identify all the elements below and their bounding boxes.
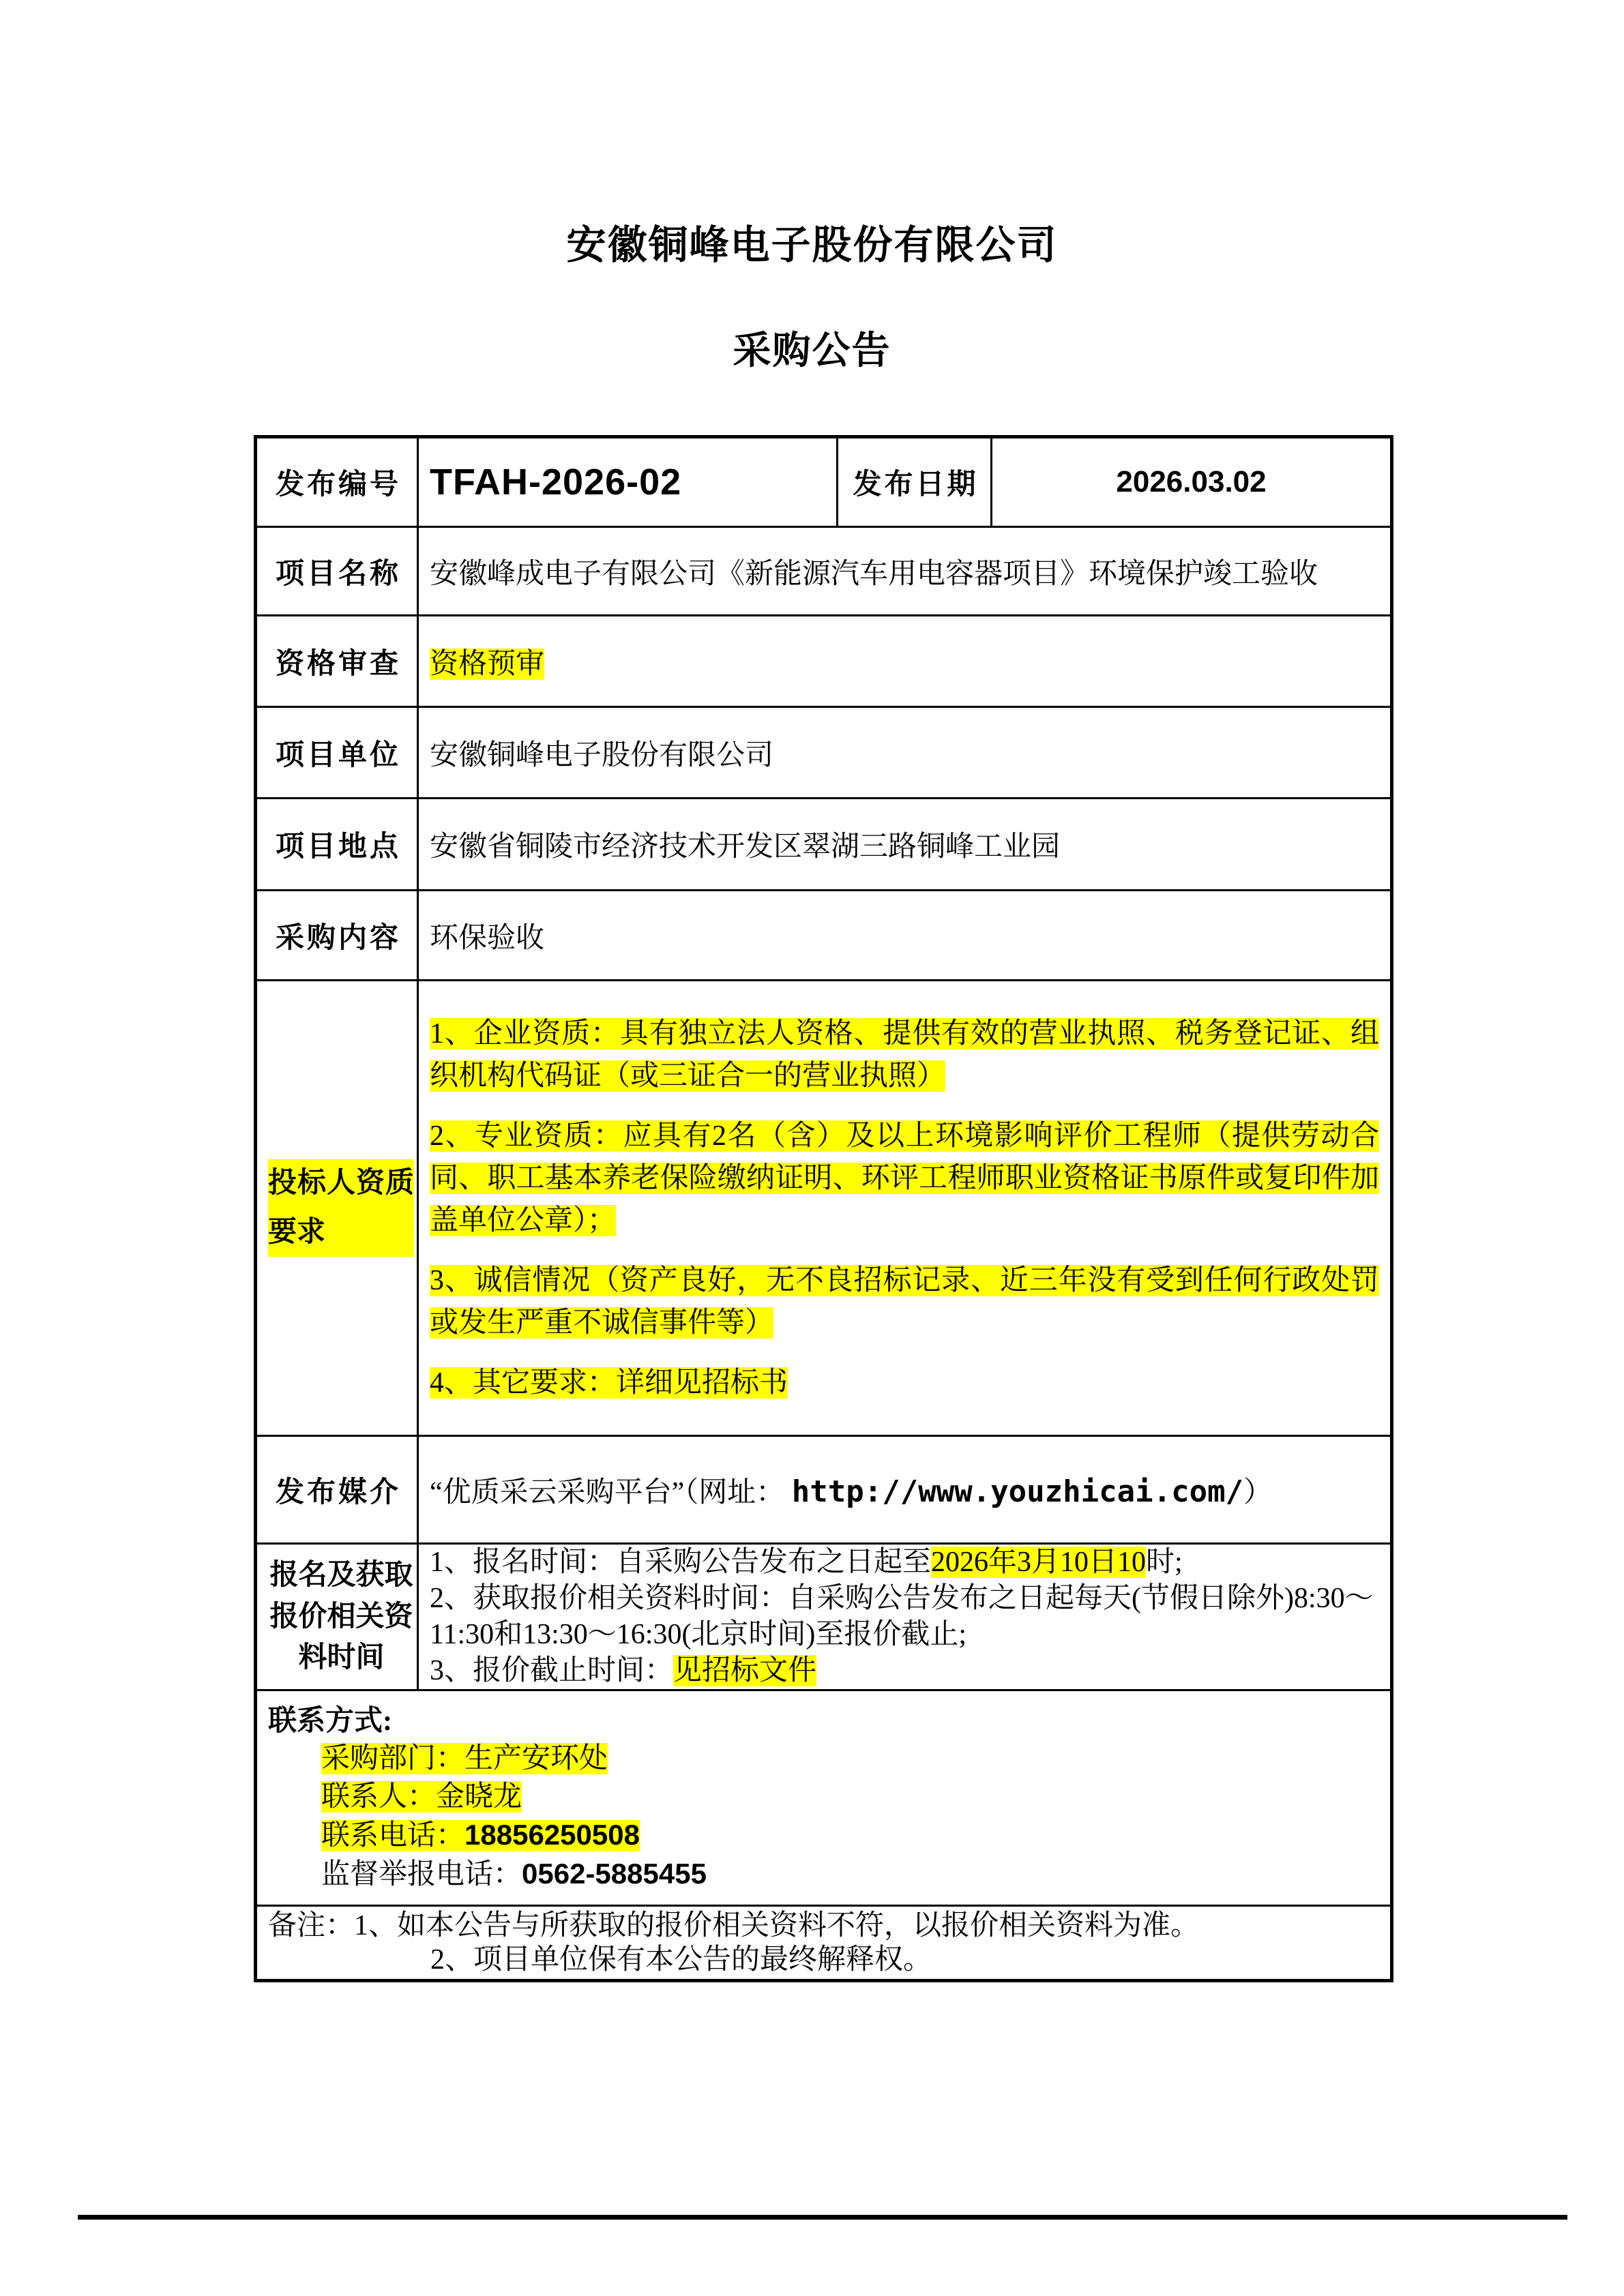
row-publish-media (256, 1436, 1392, 1544)
qualification-item-4-text: 4、其它要求：详细见招标书 (430, 1367, 788, 1399)
qualification-review-value-highlighted: 资格预审 (430, 648, 545, 680)
row-remarks (256, 1906, 1392, 1981)
qualification-review-label-cell (256, 616, 418, 707)
project-unit-value-cell (418, 707, 1392, 799)
project-name-label-cell (256, 527, 418, 616)
qualification-item-3-text: 3、诚信情况（资产良好，无不良招标记录、近三年没有受到任何行政处罚或发生严重不诚信事件等） (430, 1264, 1379, 1339)
registration-schedule-label: 报名及获取报价相关资料时间 (269, 1559, 413, 1674)
project-location-label-cell (256, 799, 418, 891)
project-name-value-cell (418, 527, 1392, 616)
publish-number-label: 发布编号 (276, 469, 398, 501)
publish-media-label-cell (256, 1436, 418, 1544)
schedule-item-3-highlighted: 见招标文件 (673, 1655, 817, 1686)
contact-phone (268, 1816, 1379, 1855)
procurement-content-value-cell (418, 891, 1392, 981)
schedule-item-3-prefix: 3、报价截止时间： (430, 1655, 674, 1686)
contact-person-text: 联系人：金晓龙 (321, 1780, 522, 1813)
publish-date-value-cell (992, 437, 1392, 527)
publish-date-label-cell (838, 437, 992, 527)
remarks-cell (256, 1906, 1392, 1981)
publish-media-suffix: ） (1243, 1476, 1273, 1508)
contact-department-text: 采购部门：生产安环处 (321, 1742, 608, 1774)
qualification-item-1 (430, 1013, 1379, 1097)
schedule-item-2 (430, 1581, 1379, 1653)
row-project-name (256, 527, 1392, 616)
project-unit-label-cell (256, 707, 418, 799)
row-project-unit (256, 707, 1392, 799)
publish-media-value-cell (418, 1436, 1392, 1544)
qualification-item-4 (430, 1362, 1379, 1404)
bidder-qualification-label: 投标人资质要求 (268, 1159, 414, 1257)
remarks-line-1 (268, 1909, 1379, 1943)
procurement-content-label-cell (256, 891, 418, 981)
remarks-label: 备注： (268, 1910, 355, 1941)
procurement-content-value: 环保验收 (430, 922, 545, 954)
row-publish-number (256, 437, 1392, 527)
publish-number-value-cell (418, 437, 838, 527)
schedule-item-3 (430, 1653, 1379, 1689)
registration-schedule-label-cell (256, 1544, 418, 1690)
row-project-location (256, 799, 1392, 891)
schedule-item-1-suffix: 时; (1146, 1547, 1183, 1578)
publish-media-label: 发布媒介 (276, 1476, 398, 1508)
remarks-line-2-text: 2、项目单位保有本公告的最终解释权。 (430, 1944, 932, 1976)
project-location-value-cell (418, 799, 1392, 891)
qualification-item-1-text: 1、企业资质：具有独立法人资格、提供有效的营业执照、税务登记证、组织机构代码证（或三证合一的营业执照） (430, 1017, 1379, 1092)
document-title: 采购公告 (733, 329, 891, 372)
publish-media-url: http://www.youzhicai.com/ (791, 1474, 1244, 1509)
publish-date-value: 2026.03.02 (1116, 465, 1267, 498)
project-unit-label: 项目单位 (276, 739, 398, 771)
contact-supervision-number: 0562-5885455 (522, 1857, 707, 1890)
contact-supervision (268, 1855, 1379, 1894)
schedule-item-2-text: 2、获取报价相关资料时间：自采购公告发布之日起每天(节假日除外)8:30～11:30和13:30～16:30(北京时间)至报价截止; (430, 1583, 1374, 1650)
qualification-item-3 (430, 1259, 1379, 1344)
contact-heading: 联系方式: (268, 1705, 392, 1737)
project-location-label: 项目地点 (276, 831, 398, 863)
contact-person (268, 1778, 1379, 1816)
footer-divider-line (78, 2215, 1567, 2220)
schedule-item-1-deadline-highlighted: 2026年3月10日10 (931, 1547, 1147, 1578)
qualification-review-value-cell (418, 616, 1392, 707)
qualification-item-2 (430, 1115, 1379, 1242)
publish-number-value: TFAH-2026-02 (430, 462, 682, 503)
row-bidder-qualification (256, 981, 1392, 1436)
schedule-item-1-prefix: 1、报名时间：自采购公告发布之日起至 (430, 1547, 932, 1578)
qualification-item-2-text: 2、专业资质：应具有2名（含）及以上环境影响评价工程师（提供劳动合同、职工基本养老保险缴纳证明、环评工程师职业资格证书原件或复印件加盖单位公章）； (430, 1120, 1379, 1236)
row-contact (256, 1690, 1392, 1906)
row-qualification-review (256, 616, 1392, 707)
remarks-line-1-text: 1、如本公告与所获取的报价相关资料不符，以报价相关资料为准。 (354, 1910, 1200, 1941)
remarks-line-2 (268, 1943, 1379, 1977)
row-registration-schedule (256, 1544, 1392, 1690)
procurement-content-label: 采购内容 (276, 922, 398, 954)
qualification-review-label: 资格审查 (276, 648, 398, 680)
project-unit-value: 安徽铜峰电子股份有限公司 (430, 739, 774, 771)
project-name-label: 项目名称 (276, 558, 398, 590)
contact-cell (256, 1690, 1392, 1906)
publish-media-platform: “优质采云采购平台”（网址： (430, 1476, 792, 1508)
bidder-qualification-label-cell (256, 981, 418, 1436)
contact-phone-label: 联系电话： (321, 1819, 465, 1851)
project-name-value: 安徽峰成电子有限公司《新能源汽车用电容器项目》环境保护竣工验收 (430, 558, 1318, 590)
contact-phone-text (321, 1820, 640, 1851)
contact-phone-number: 18856250508 (464, 1818, 640, 1851)
row-procurement-content (256, 891, 1392, 981)
contact-department (268, 1740, 1379, 1778)
publish-date-label: 发布日期 (853, 469, 976, 501)
contact-supervision-label: 监督举报电话： (321, 1858, 522, 1890)
bidder-qualification-value-cell (418, 981, 1392, 1436)
announcement-table (254, 435, 1393, 1982)
project-location-value: 安徽省铜陵市经济技术开发区翠湖三路铜峰工业园 (430, 831, 1061, 863)
publish-number-label-cell (256, 437, 418, 527)
company-title: 安徽铜峰电子股份有限公司 (566, 223, 1058, 267)
registration-schedule-value-cell (418, 1544, 1392, 1690)
schedule-item-1 (430, 1545, 1379, 1581)
